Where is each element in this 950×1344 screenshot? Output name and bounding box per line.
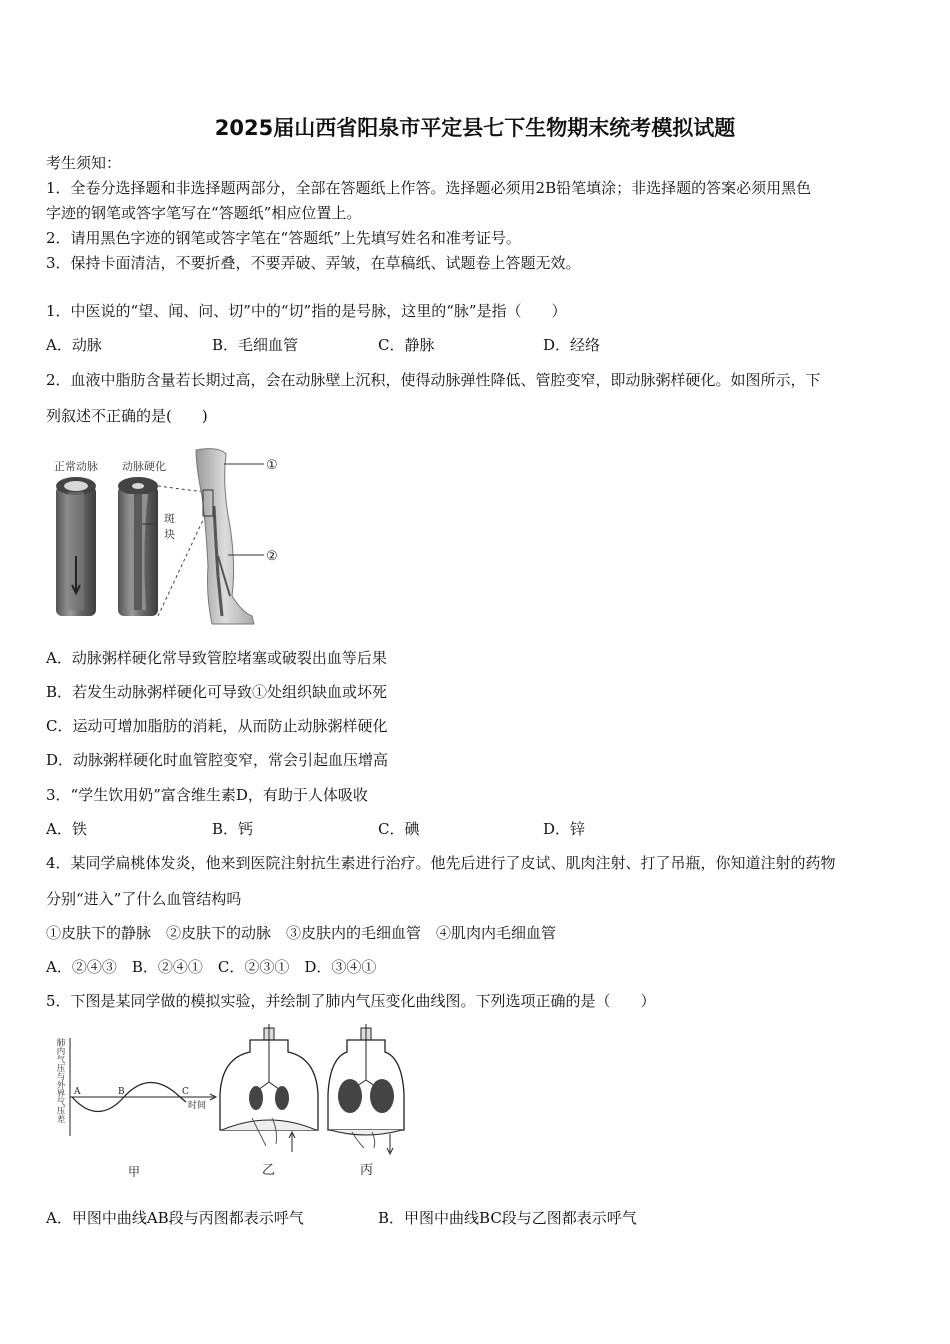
q3-option-b: B．钙 bbox=[212, 820, 254, 838]
notice-item-2: 2．请用黑色字迹的钢笔或答字笔在“答题纸”上先填写姓名和准考证号。 bbox=[46, 229, 521, 247]
bell-jar-yi bbox=[220, 1024, 318, 1178]
q2-stem-line1: 2．血液中脂肪含量若长期过高，会在动脉壁上沉积，使得动脉弹性降低、管腔变窄，即动脉粥样硬化。如图所示，下 bbox=[46, 371, 821, 389]
artery-figure bbox=[46, 446, 296, 628]
caption-bing: 丙 bbox=[360, 1163, 374, 1178]
point-a: A bbox=[74, 1087, 81, 1097]
q4-stem-line1: 4．某同学扁桃体发炎，他来到医院注射抗生素进行治疗。他先后进行了皮试、肌肉注射、打了吊瓶，你知道注射的药物 bbox=[46, 854, 836, 872]
label-normal-artery: 正常动脉 bbox=[54, 460, 98, 473]
point-b: B bbox=[118, 1087, 125, 1097]
q5-option-b: B．甲图中曲线BC段与乙图都表示呼气 bbox=[378, 1209, 637, 1227]
label-plaque-1: 斑 bbox=[164, 512, 175, 525]
pressure-graph bbox=[55, 1037, 216, 1179]
caption-jia: 甲 bbox=[128, 1165, 141, 1179]
q3-option-a: A．铁 bbox=[46, 820, 87, 838]
q4-stem-line2: 分别“进入”了什么血管结构吗 bbox=[46, 890, 242, 908]
q1-option-a: A．动脉 bbox=[46, 336, 102, 354]
label-hardened-artery: 动脉硬化 bbox=[122, 460, 166, 473]
q1-option-b: B．毛细血管 bbox=[212, 336, 299, 354]
notice-item-3: 3．保持卡面清洁，不要折叠，不要弄破、弄皱，在草稿纸、试题卷上答题无效。 bbox=[46, 254, 581, 272]
leg-illustration bbox=[196, 449, 254, 624]
q5-option-a: A．甲图中曲线AB段与丙图都表示呼气 bbox=[46, 1209, 304, 1227]
graph-xlabel: 时间 bbox=[188, 1101, 207, 1111]
q3-stem: 3．“学生饮用奶”富含维生素D，有助于人体吸收 bbox=[46, 786, 368, 804]
marker-1: ① bbox=[266, 458, 278, 473]
q1-stem: 1．中医说的“望、闻、问、切”中的“切”指的是号脉，这里的“脉”是指（ ） bbox=[46, 302, 567, 320]
q4-items: ①皮肤下的静脉 ②皮肤下的动脉 ③皮肤内的毛细血管 ④肌肉内毛细血管 bbox=[46, 924, 557, 942]
notice-item-1-cont: 字迹的钢笔或答字笔写在“答题纸”相应位置上。 bbox=[46, 204, 362, 222]
q2-option-c: C．运动可增加脂肪的消耗，从而防止动脉粥样硬化 bbox=[46, 717, 388, 735]
normal-artery-tube bbox=[56, 477, 96, 616]
q4-options: A．②④③ B．②④① C．②③① D．③④① bbox=[46, 958, 377, 976]
hardened-artery-tube bbox=[118, 477, 158, 616]
q5-stem: 5．下图是某同学做的模拟实验，并绘制了肺内气压变化曲线图。下列选项正确的是（ ） bbox=[46, 992, 656, 1010]
q1-option-c: C．静脉 bbox=[378, 336, 435, 354]
graph-ylabel: 肺内气压与外界气压差 bbox=[55, 1038, 65, 1123]
q2-option-b: B．若发生动脉粥样硬化可导致①处组织缺血或坏死 bbox=[46, 683, 388, 701]
q2-option-a: A．动脉粥样硬化常导致管腔堵塞或破裂出血等后果 bbox=[46, 649, 387, 667]
q2-stem-line2: 列叙述不正确的是( ) bbox=[46, 407, 208, 425]
q1-option-d: D．经络 bbox=[543, 336, 601, 354]
label-plaque-2: 块 bbox=[164, 528, 175, 541]
page-title: 2025届山西省阳泉市平定县七下生物期末统考模拟试题 bbox=[214, 116, 736, 140]
q3-option-d: D．锌 bbox=[543, 820, 586, 838]
q2-option-d: D．动脉粥样硬化时血管腔变窄，常会引起血压增高 bbox=[46, 751, 389, 769]
notice-item-1: 1．全卷分选择题和非选择题两部分，全部在答题纸上作答。选择题必须用2B铅笔填涂；非选择题的答案必须用黑色 bbox=[46, 179, 812, 197]
q3-option-c: C．碘 bbox=[378, 820, 420, 838]
caption-yi: 乙 bbox=[262, 1163, 276, 1178]
point-c: C bbox=[182, 1087, 189, 1097]
bell-jar-bing bbox=[328, 1024, 404, 1178]
notice-heading: 考生须知： bbox=[46, 154, 122, 172]
breathing-figure bbox=[46, 1024, 406, 1184]
marker-2: ② bbox=[266, 549, 278, 564]
